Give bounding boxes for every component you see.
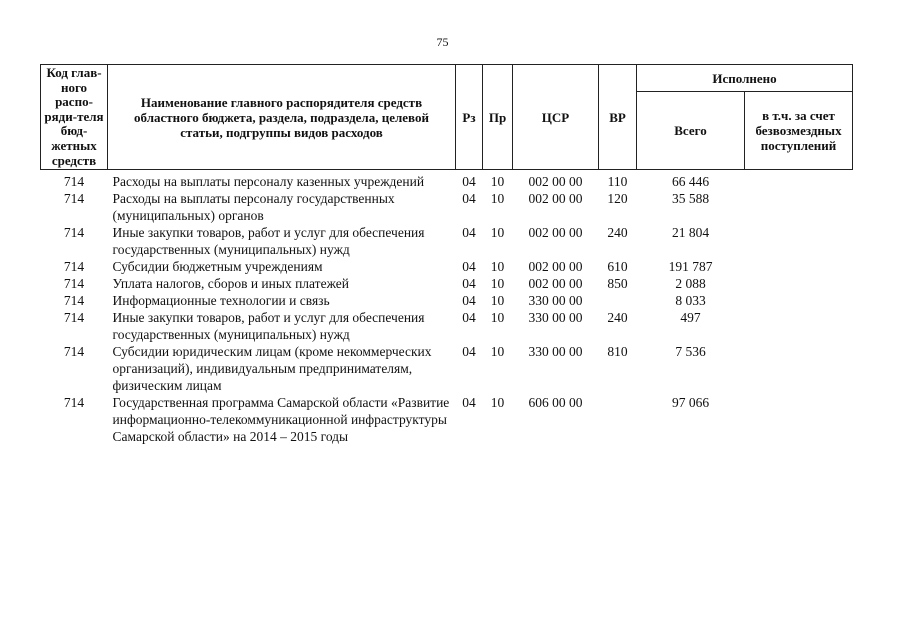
cell-rz: 04 — [462, 344, 476, 360]
cell-rz: 04 — [462, 395, 476, 411]
header-csr: ЦСР — [513, 65, 599, 170]
page-number: 75 — [436, 35, 449, 49]
table-body — [41, 170, 853, 446]
cell-vr: 110 — [607, 174, 628, 190]
cell-code: 714 — [63, 293, 85, 309]
cell-code: 714 — [63, 191, 85, 207]
cell-code: 714 — [63, 395, 85, 411]
cell-pr: 10 — [490, 191, 505, 207]
cell-free — [745, 275, 853, 292]
cell-free — [745, 258, 853, 275]
budget-execution-table — [40, 64, 853, 445]
cell-code: 714 — [63, 259, 85, 275]
cell-pr: 10 — [490, 293, 505, 309]
cell-vr — [599, 394, 637, 445]
cell-code: 714 — [63, 225, 85, 241]
cell-vr: 120 — [607, 191, 628, 207]
cell-name: Расходы на выплаты персоналу государственных (муниципальных) органов — [112, 191, 395, 224]
cell-rz: 04 — [462, 293, 476, 309]
cell-csr: 002 00 00 — [528, 191, 583, 207]
cell-total: 7 536 — [675, 344, 706, 360]
cell-rz: 04 — [462, 276, 476, 292]
cell-free — [745, 309, 853, 343]
table-row — [41, 190, 853, 224]
cell-name: Иные закупки товаров, работ и услуг для обеспечения государственных (муниципальных) нужд — [112, 225, 425, 258]
cell-total: 35 588 — [671, 191, 710, 207]
cell-vr: 610 — [607, 259, 628, 275]
cell-name: Иные закупки товаров, работ и услуг для обеспечения государственных (муниципальных) нужд — [112, 310, 425, 343]
cell-vr — [599, 292, 637, 309]
cell-csr: 002 00 00 — [528, 259, 583, 275]
cell-vr: 240 — [607, 310, 628, 326]
cell-csr: 330 00 00 — [528, 344, 583, 360]
cell-pr: 10 — [490, 344, 505, 360]
cell-vr: 240 — [607, 225, 628, 241]
cell-free — [745, 343, 853, 394]
cell-free — [745, 292, 853, 309]
table-row — [41, 292, 853, 309]
cell-pr: 10 — [490, 310, 505, 326]
table-header — [41, 65, 853, 170]
table-row — [41, 275, 853, 292]
cell-code: 714 — [63, 276, 85, 292]
cell-csr: 606 00 00 — [528, 395, 583, 411]
table-row — [41, 309, 853, 343]
cell-name: Субсидии юридическим лицам (кроме некоммерческих организаций), индивидуальным предпринимателям, физическим лицам — [112, 344, 432, 394]
cell-total: 2 088 — [675, 276, 706, 292]
cell-rz: 04 — [462, 225, 476, 241]
header-executed: Исполнено — [637, 65, 853, 92]
table-row — [41, 343, 853, 394]
cell-total: 66 446 — [671, 174, 710, 190]
cell-pr: 10 — [490, 174, 505, 190]
cell-rz: 04 — [462, 174, 476, 190]
cell-code: 714 — [63, 344, 85, 360]
cell-name: Уплата налогов, сборов и иных платежей — [112, 276, 349, 292]
cell-total: 97 066 — [671, 395, 710, 411]
table-row — [41, 170, 853, 191]
cell-total: 191 787 — [668, 259, 713, 275]
header-vr: ВР — [599, 65, 637, 170]
cell-free — [745, 394, 853, 445]
cell-csr: 330 00 00 — [528, 293, 583, 309]
cell-free — [745, 224, 853, 258]
cell-name: Государственная программа Самарской области «Развитие информационно-телекоммуникационной инфраструктуры Самарской области» на 2014 – 2015 годы — [112, 395, 450, 445]
cell-total: 21 804 — [671, 225, 710, 241]
cell-csr: 002 00 00 — [528, 225, 583, 241]
cell-rz: 04 — [462, 259, 476, 275]
cell-name: Субсидии бюджетным учреждениям — [112, 259, 323, 275]
cell-total: 8 033 — [675, 293, 706, 309]
header-free: в т.ч. за счет безвозмездных поступлений — [745, 92, 853, 170]
cell-csr: 330 00 00 — [528, 310, 583, 326]
cell-code: 714 — [63, 174, 85, 190]
header-rz: Рз — [456, 65, 483, 170]
cell-pr: 10 — [490, 259, 505, 275]
cell-name: Информационные технологии и связь — [112, 293, 330, 309]
header-code: Код глав-ного распо-ряди-теля бюд-жетных средств — [41, 65, 108, 170]
header-pr: Пр — [483, 65, 513, 170]
cell-pr: 10 — [490, 395, 505, 411]
cell-code: 714 — [63, 310, 85, 326]
cell-rz: 04 — [462, 191, 476, 207]
cell-csr: 002 00 00 — [528, 276, 583, 292]
header-name: Наименование главного распорядителя средств областного бюджета, раздела, подраздела, целевой статьи, подгруппы видов расходов — [108, 65, 456, 170]
cell-rz: 04 — [462, 310, 476, 326]
cell-name: Расходы на выплаты персоналу казенных учреждений — [112, 174, 425, 190]
table-row — [41, 258, 853, 275]
cell-vr: 810 — [607, 344, 628, 360]
cell-pr: 10 — [490, 225, 505, 241]
cell-pr: 10 — [490, 276, 505, 292]
table-row — [41, 394, 853, 445]
cell-csr: 002 00 00 — [528, 174, 583, 190]
cell-total: 497 — [680, 310, 701, 326]
cell-free — [745, 170, 853, 191]
cell-free — [745, 190, 853, 224]
cell-vr: 850 — [607, 276, 628, 292]
table-row — [41, 224, 853, 258]
header-total: Всего — [637, 92, 745, 170]
